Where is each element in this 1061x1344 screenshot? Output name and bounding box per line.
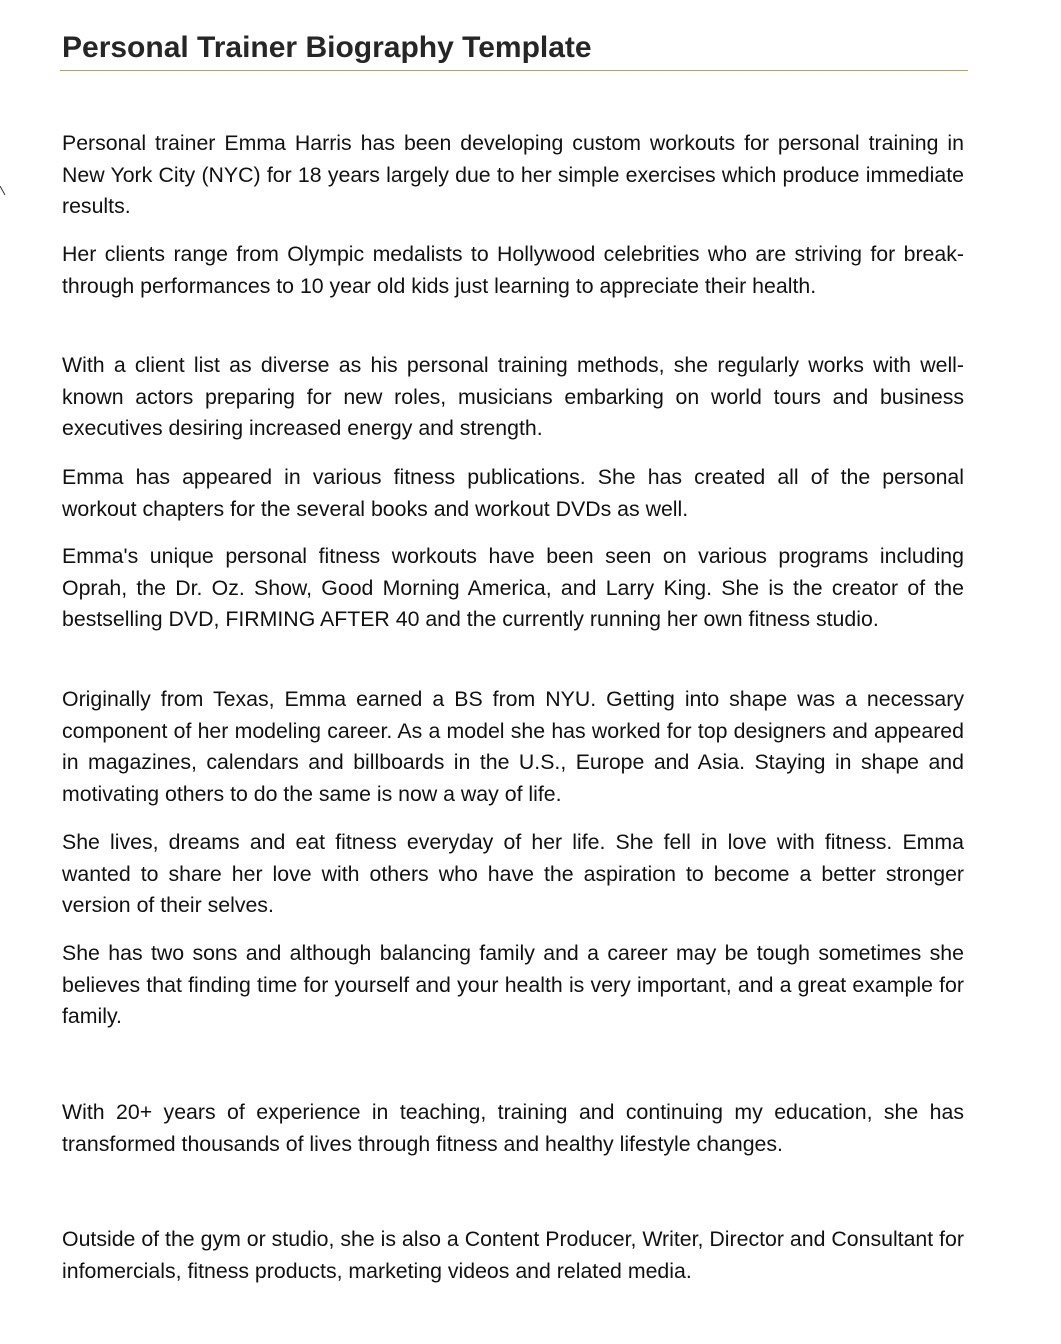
paragraph-client-list: With a client list as diverse as his personal training methods, she regularly works with well-known actors preparing for new roles, musicians embarking on world tours and business executives desiring increased energy and strength.: [62, 353, 964, 441]
paragraph-publications: Emma has appeared in various fitness publications. She has created all of the personal workout chapters for the several books and workout DVDs as well.: [62, 465, 964, 521]
paragraph-lifestyle: She lives, dreams and eat fitness everyday of her life. She fell in love with fitness. Emma wanted to share her love with others who have the aspiration to become a better stronger version of their selves.: [62, 830, 964, 918]
title-underline: [60, 70, 968, 71]
paragraph-clients: Her clients range from Olympic medalists to Hollywood celebrities who are striving for break-through performances to 10 year old kids just learning to appreciate their health.: [62, 242, 964, 298]
paragraph-intro: Personal trainer Emma Harris has been developing custom workouts for personal training in New York City (NYC) for 18 years largely due to her simple exercises which produce immediate results.: [62, 131, 964, 219]
paragraph-programs: Emma's unique personal fitness workouts have been seen on various programs including Oprah, the Dr. Oz. Show, Good Morning America, and Larry King. She is the creator of the bestselling DVD, FIRMING AFTER 40 and the currently running her own fitness studio.: [62, 544, 964, 632]
paragraph-outside-work: Outside of the gym or studio, she is also a Content Producer, Writer, Director and Consultant for infomercials, fitness products, marketing videos and related media.: [62, 1227, 964, 1283]
page-title: Personal Trainer Biography Template: [62, 31, 592, 64]
cursor-mark-icon: [0, 186, 6, 196]
paragraph-family: She has two sons and although balancing family and a career may be tough sometimes she believes that finding time for yourself and your health is very important, and a great example for family.: [62, 941, 964, 1029]
paragraph-experience: With 20+ years of experience in teaching, training and continuing my education, she has transformed thousands of lives through fitness and healthy lifestyle changes.: [62, 1100, 964, 1156]
paragraph-background: Originally from Texas, Emma earned a BS from NYU. Getting into shape was a necessary component of her modeling career. As a model she has worked for top designers and appeared in magazines, calendars and billboards in the U.S., Europe and Asia. Staying in shape and motivating others to do the same is now a way of life.: [62, 687, 964, 807]
